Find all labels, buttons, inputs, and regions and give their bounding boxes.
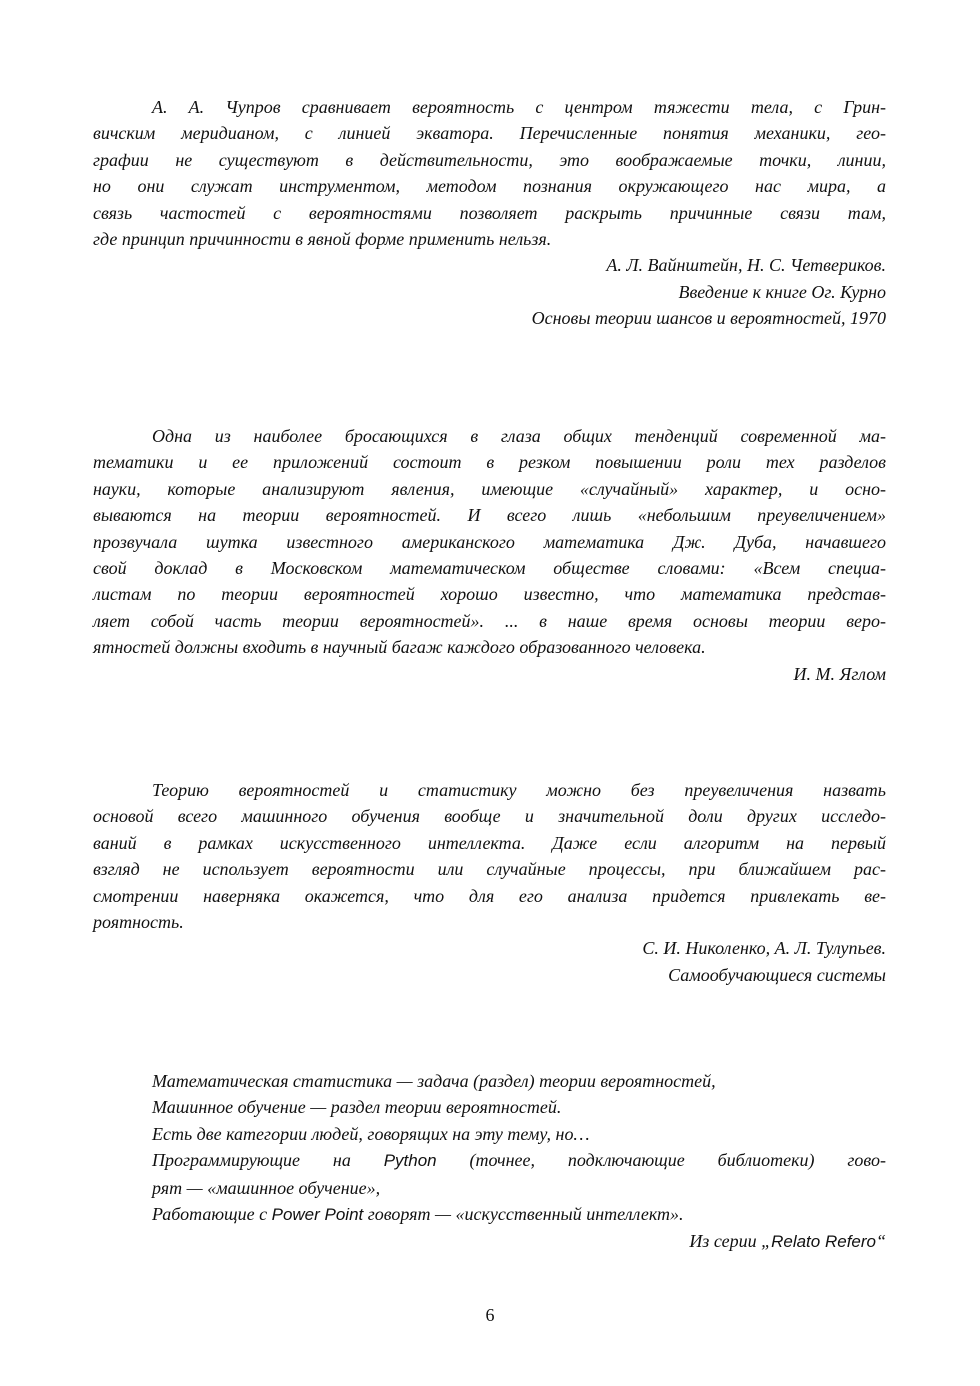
quote-yaglom <box>93 423 886 687</box>
text-line: но они служат инструментом, методом познания окружающего нас мира, а <box>93 176 886 197</box>
text-line: свой доклад в Московском математическом обществе словами: «Всем специа- <box>93 558 886 579</box>
text-line: Машинное обучение — раздел теории вероятностей. <box>152 1097 562 1118</box>
attribution-line: А. Л. Вайнштейн, Н. С. Четвериков. <box>606 255 886 276</box>
text-line <box>93 1201 886 1228</box>
text-line: листам по теории вероятностей хорошо известно, что математика представ- <box>93 584 886 605</box>
attribution-line <box>93 1228 886 1255</box>
relato-refero-term: Relato Refero <box>771 1232 876 1252</box>
attribution-line: Введение к книге Ог. Курно <box>678 281 886 302</box>
attribution-line: Основы теории шансов и вероятностей, 1970 <box>531 308 886 329</box>
text-line: графии не существуют в действительности, это воображаемые точки, линии, <box>93 149 886 170</box>
text-span: “ <box>875 1231 886 1252</box>
text-span: Работающие с <box>152 1204 272 1225</box>
text-line: вичским меридианом, с линией экватора. Перечисленные понятия механики, гео- <box>93 123 886 144</box>
text-line: ваний в рамках искусственного интеллекта. Даже если алгоритм на первый <box>93 832 886 853</box>
text-line: Есть две категории людей, говорящих на эту тему, но… <box>152 1123 590 1144</box>
text-line: Одна из наиболее бросающихся в глаза общих тенденций современной ма- <box>152 426 886 446</box>
text-line: роятность. <box>93 912 184 933</box>
quote-chuprov <box>93 94 886 332</box>
text-line: смотрении наверняка окажется, что для его анализа придется привлекать ве- <box>93 885 886 906</box>
text-line: где принцип причинности в явной форме применить нельзя. <box>93 229 552 250</box>
text-line <box>93 1147 886 1174</box>
text-line: взгляд не использует вероятности или случайные процессы, при ближайшем рас- <box>93 859 886 880</box>
text-line: науки, которые анализируют явления, имеющие «случайный» характер, и осно- <box>93 478 886 499</box>
text-span: Из серии „ <box>689 1231 772 1252</box>
text-span: Программирующие на <box>152 1150 384 1171</box>
page-number: 6 <box>485 1305 495 1325</box>
attribution-line: Самообучающиеся системы <box>668 964 886 985</box>
text-line: основой всего машинного обучения вообще и значительной доли других исследо- <box>93 806 886 827</box>
text-line: вываются на теории вероятностей. И всего лишь «небольшим преувеличением» <box>93 505 886 526</box>
text-line: рят — «машинное обучение», <box>152 1177 381 1198</box>
python-term: Python <box>383 1151 437 1171</box>
text-line: ляет собой часть теории вероятностей». ... в наше время основы теории веро- <box>93 610 886 631</box>
attribution-line: С. И. Николенко, А. Л. Тулупьев. <box>642 938 886 959</box>
attribution-line: И. М. Яглом <box>793 663 886 684</box>
quote-nikolenko <box>93 777 886 988</box>
text-line: А. А. Чупров сравнивает вероятность с центром тяжести тела, с Грин- <box>152 97 886 117</box>
text-line: ятностей должны входить в научный багаж каждого образованного человека. <box>93 637 706 658</box>
text-line: Математическая статистика — задача (раздел) теории вероятностей, <box>152 1071 716 1091</box>
text-span: (точнее, подключающие библиотеки) гово- <box>436 1150 886 1171</box>
text-line: Теорию вероятностей и статистику можно без преувеличения назвать <box>152 780 886 800</box>
quote-relato-refero <box>93 1068 886 1256</box>
text-line: тематики и ее приложений состоит в резком повышении роли тех разделов <box>93 452 886 473</box>
text-line: связь частостей с вероятностями позволяет раскрыть причинные связи там, <box>93 202 886 223</box>
text-line: прозвучала шутка известного американского математика Дж. Дуба, начавшего <box>93 531 886 552</box>
text-span: говорят — «искусственный интеллект». <box>363 1204 684 1225</box>
power-point-term: Power Point <box>271 1205 364 1225</box>
